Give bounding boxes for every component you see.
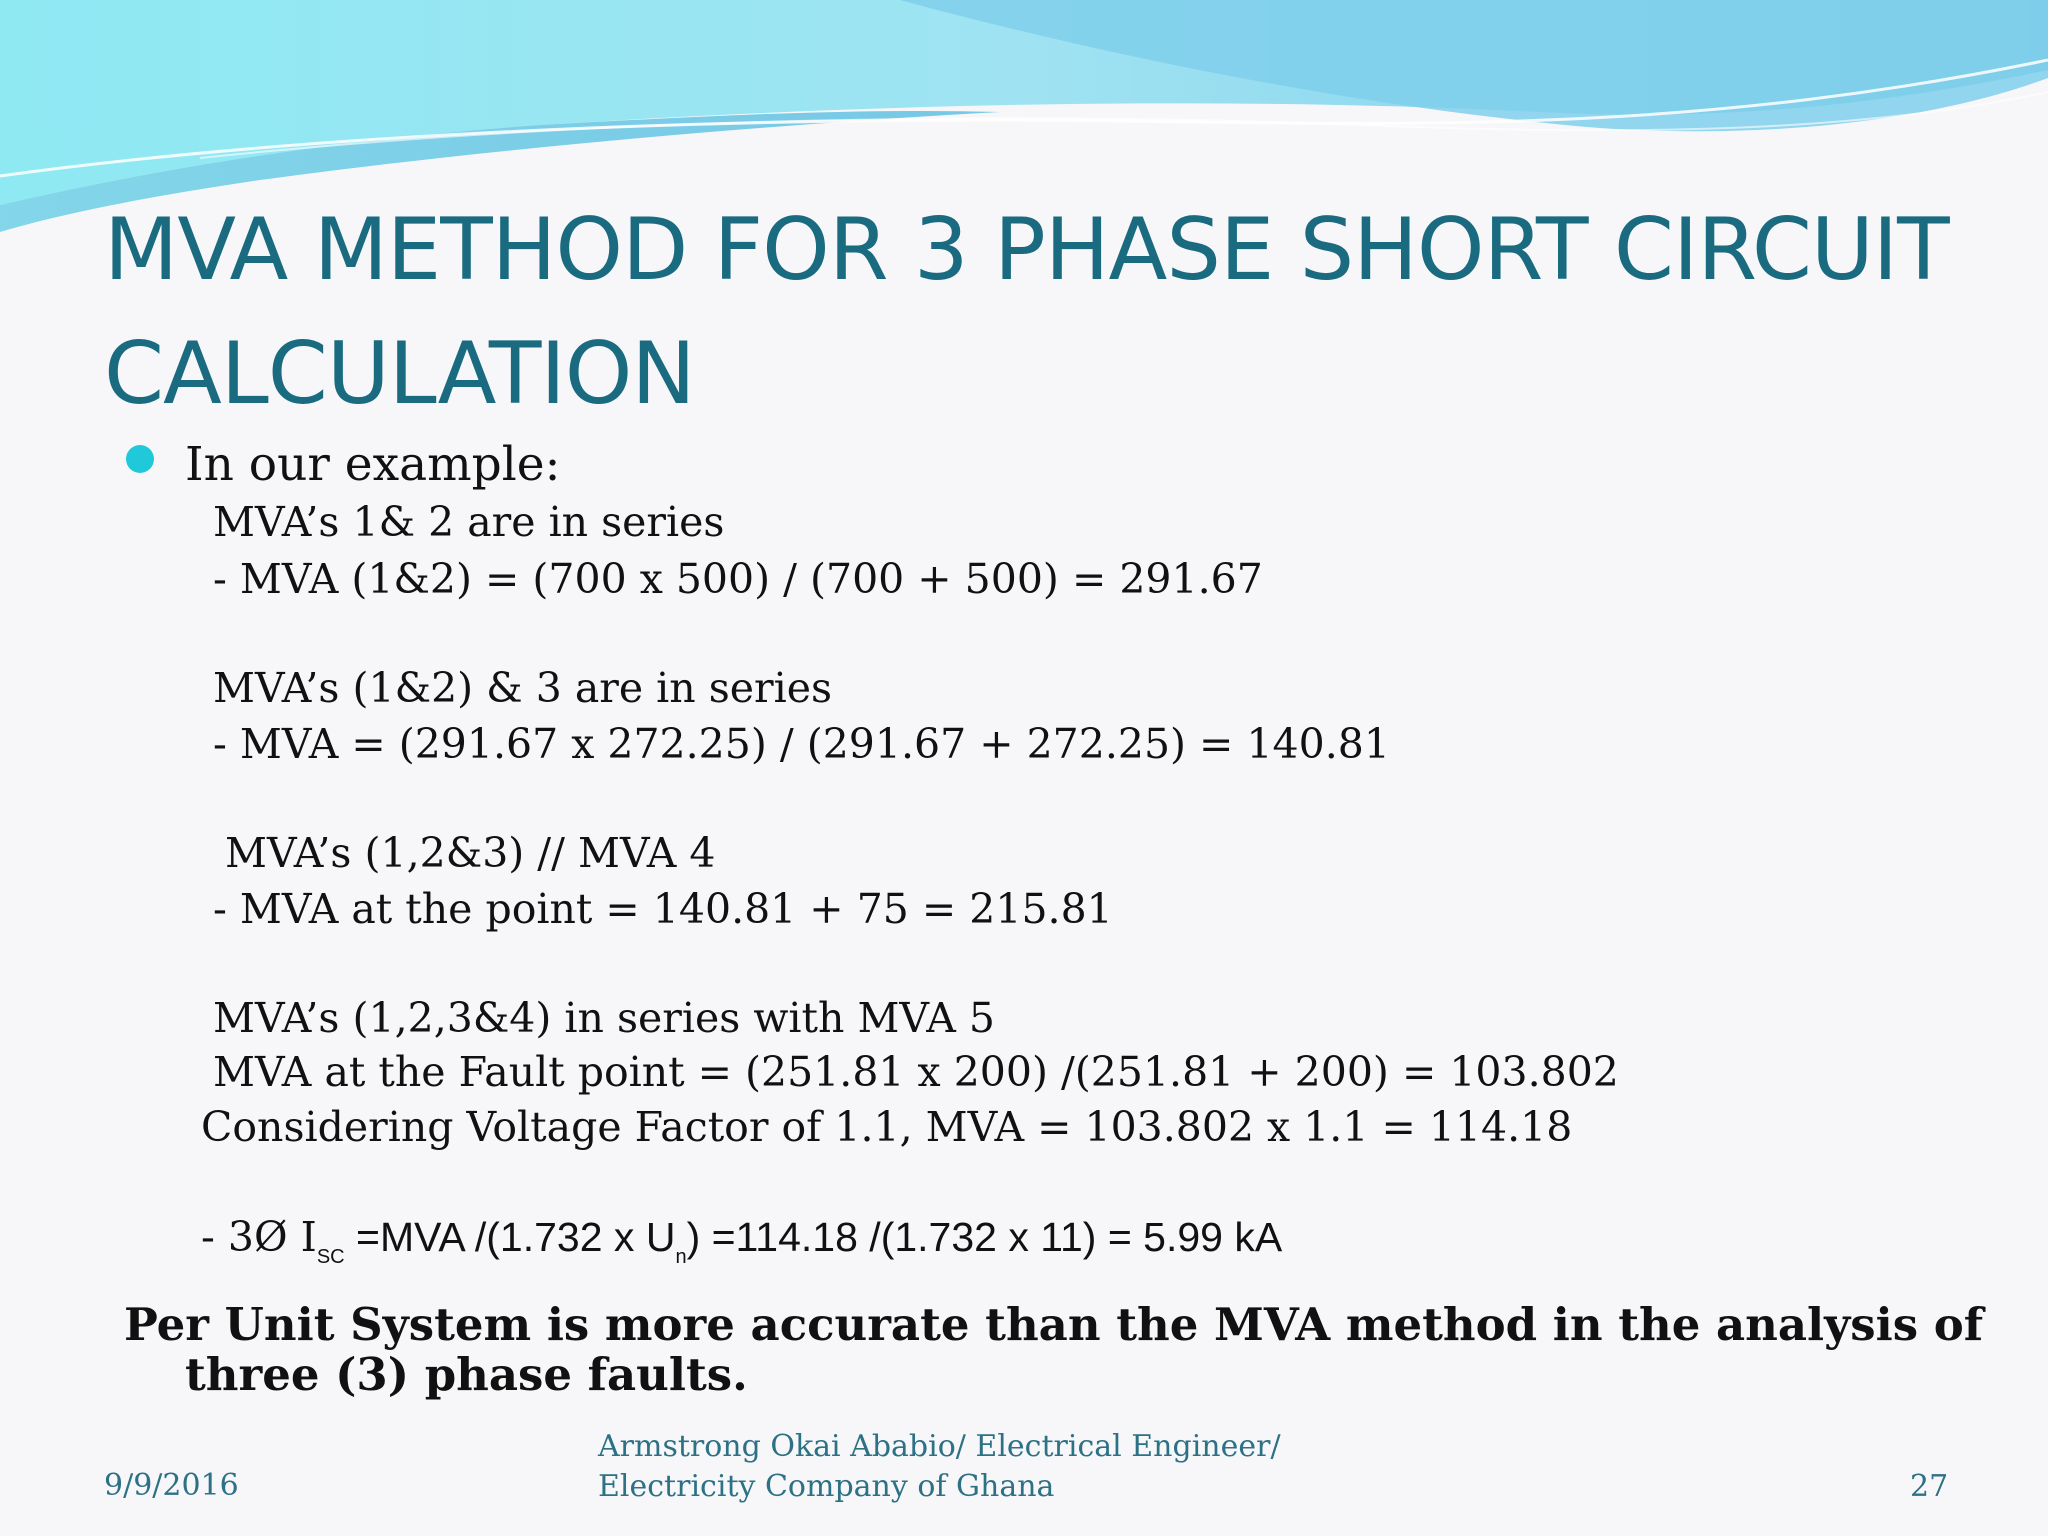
- calc-line-6: - MVA at the point = 140.81 + 75 = 215.81: [213, 885, 1113, 933]
- formula-subscript-sc: SC: [316, 1246, 345, 1268]
- calc-line-3: MVA’s (1&2) & 3 are in series: [213, 664, 833, 712]
- calc-line-2: - MVA (1&2) = (700 x 500) / (700 + 500) = 291.67: [213, 555, 1263, 603]
- footer-author-line-1: Armstrong Okai Ababio/ Electrical Engineer/: [598, 1429, 1281, 1464]
- footer-date: 9/9/2016: [104, 1468, 239, 1503]
- calc-line-5: MVA’s (1,2&3) // MVA 4: [225, 829, 716, 877]
- calc-line-7: MVA’s (1,2,3&4) in series with MVA 5: [213, 994, 995, 1042]
- slide-title: MVA METHOD FOR 3 PHASE SHORT CIRCUIT CALCULATION: [104, 200, 1949, 424]
- conclusion-text: Per Unit System is more accurate than the MVA method in the analysis of three (3) phase faults.: [124, 1298, 1984, 1401]
- calc-line-4: - MVA = (291.67 x 272.25) / (291.67 + 272.25) = 140.81: [213, 720, 1390, 768]
- calc-line-9: Considering Voltage Factor of 1.1, MVA = 103.802 x 1.1 = 114.18: [201, 1103, 1573, 1151]
- footer-page-number: 27: [1910, 1469, 1949, 1504]
- bullet-text: In our example:: [185, 437, 561, 492]
- formula-suffix: ) =114.18 /(1.732 x 11) = 5.99 kA: [686, 1214, 1283, 1260]
- calc-line-1: MVA’s 1& 2 are in series: [213, 498, 725, 546]
- formula-prefix: - 3Ø I: [201, 1213, 317, 1261]
- footer-author-line-2: Electricity Company of Ghana: [598, 1469, 1055, 1504]
- formula-subscript-n: n: [675, 1246, 687, 1268]
- fault-current-formula: [201, 1210, 1282, 1284]
- bullet-dot-icon: [126, 445, 154, 473]
- formula-middle: =MVA /(1.732 x U: [344, 1214, 676, 1260]
- calc-line-8: MVA at the Fault point = (251.81 x 200) /(251.81 + 200) = 103.802: [213, 1048, 1619, 1096]
